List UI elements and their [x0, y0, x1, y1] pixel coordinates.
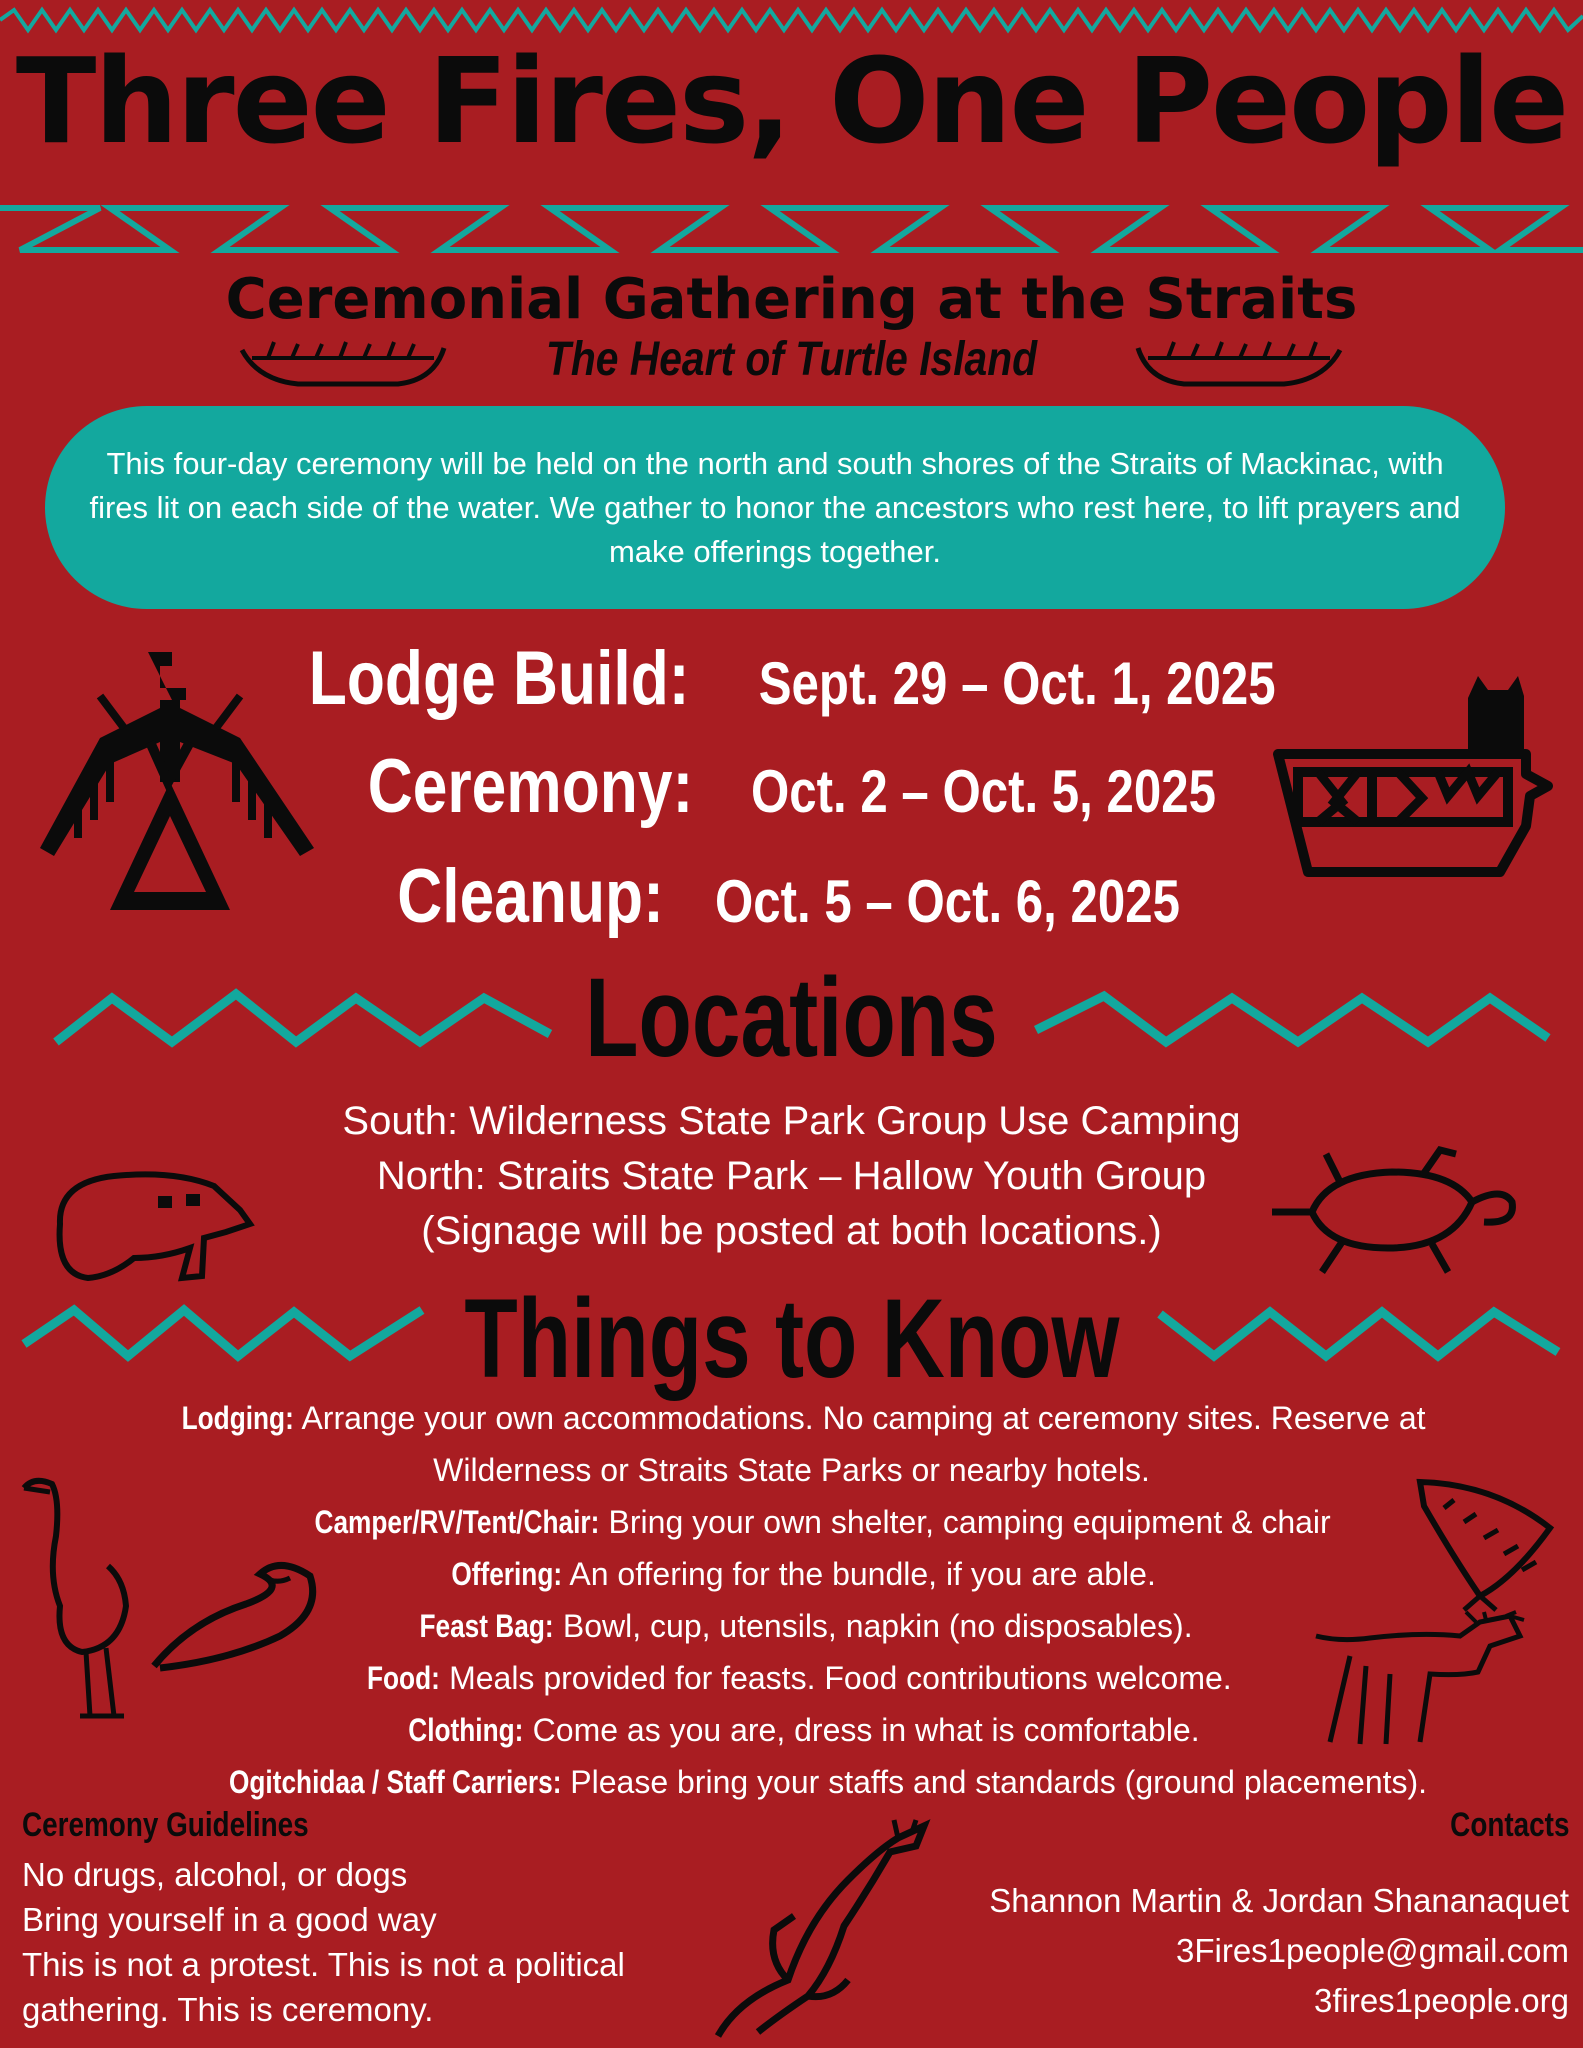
guidelines-list	[22, 1852, 625, 2032]
guideline-line: This is not a protest. This is not a political	[22, 1946, 625, 1983]
location-line: North: Straits State Park – Hallow Youth Group	[376, 1154, 1207, 1198]
things-item-label: Ogitchidaa / Staff Carriers:	[228, 1764, 562, 1800]
guideline-line: gathering. This is ceremony.	[22, 1991, 434, 2028]
contact-email-link[interactable]: 3Fires1people@gmail.com	[1175, 1932, 1569, 1969]
things-item-text: Bring your own shelter, camping equipment & chair	[608, 1504, 1331, 1540]
guideline-line: No drugs, alcohol, or dogs	[22, 1856, 408, 1893]
thunderbird-icon	[40, 652, 320, 912]
fish-icon	[1414, 1478, 1554, 1610]
contacts-block	[989, 1876, 1569, 2026]
bear-icon	[54, 1166, 256, 1284]
schedule-dates: Oct. 5 – Oct. 6, 2025	[714, 868, 1180, 935]
turtle-icon	[1272, 1146, 1520, 1276]
things-heading: Things to Know	[463, 1276, 1120, 1401]
intro-box	[45, 406, 1505, 609]
moose-icon	[1310, 1612, 1528, 1748]
things-item-text: An offering for the bundle, if you are able.	[569, 1556, 1156, 1592]
subtitle: Ceremonial Gathering at the Straits	[225, 267, 1358, 332]
intro-text: This four-day ceremony will be held on the north and south shores of the Straits of Mackinac, with fires lit on each side of the water. We gather to honor the ancestors who rest here, to lift prayers and make offerings together.	[89, 445, 1461, 569]
schedule-label: Ceremony:	[368, 744, 694, 829]
locations-heading: Locations	[585, 955, 998, 1080]
things-item-label: Lodging:	[182, 1400, 295, 1436]
things-item-text: Bowl, cup, utensils, napkin (no disposables).	[562, 1608, 1193, 1644]
main-title: Three Fires, One People	[15, 32, 1568, 170]
schedule-label: Cleanup:	[397, 854, 665, 939]
things-item-staff-carriers	[0, 1756, 1583, 1808]
zigzag-icon	[1036, 990, 1548, 1046]
things-item-text: Meals provided for feasts. Food contributions welcome.	[449, 1660, 1232, 1696]
zigzag-icon	[1160, 1304, 1558, 1362]
contacts-heading: Contacts	[1449, 1806, 1569, 1844]
schedule-dates: Oct. 2 – Oct. 5, 2025	[750, 758, 1216, 825]
things-item-label: Clothing:	[408, 1712, 524, 1748]
canoe-left-icon	[238, 336, 448, 392]
things-item-label: Camper/RV/Tent/Chair:	[314, 1504, 600, 1540]
crane-icon	[20, 1476, 132, 1718]
things-item-text: Arrange your own accommodations. No camping at ceremony sites. Reserve at	[301, 1400, 1426, 1436]
guidelines-heading: Ceremony Guidelines	[22, 1806, 309, 1844]
serpent-icon	[150, 1556, 318, 1672]
title-step-border	[0, 198, 1583, 258]
things-item-text: Please bring your staffs and standards (ground placements).	[570, 1764, 1428, 1800]
things-item-text: Come as you are, dress in what is comfortable.	[532, 1712, 1200, 1748]
things-item-camper	[0, 1496, 1583, 1548]
guideline-line: Bring yourself in a good way	[22, 1901, 437, 1938]
things-item-text: Wilderness or Straits State Parks or nearby hotels.	[433, 1452, 1150, 1488]
lynx-icon	[698, 1820, 928, 2040]
things-item-lodging	[0, 1392, 1583, 1444]
tagline: The Heart of Turtle Island	[545, 333, 1038, 386]
location-line: South: Wilderness State Park Group Use Camping	[342, 1099, 1241, 1143]
things-item-label: Feast Bag:	[419, 1608, 555, 1644]
contact-website-link[interactable]: 3fires1people.org	[1313, 1982, 1569, 2019]
contact-names: Shannon Martin & Jordan Shananaquet	[989, 1882, 1569, 1919]
top-border-zigzag	[0, 6, 1583, 34]
things-item-label: Food:	[367, 1660, 441, 1696]
schedule-dates: Sept. 29 – Oct. 1, 2025	[758, 650, 1276, 717]
location-line: (Signage will be posted at both locations.)	[421, 1209, 1162, 1253]
schedule-label: Lodge Build:	[308, 636, 690, 721]
things-item-lodging-cont	[0, 1444, 1583, 1496]
things-item-label: Offering:	[451, 1556, 563, 1592]
lodge-icon	[1268, 676, 1558, 874]
canoe-right-icon	[1134, 336, 1344, 392]
